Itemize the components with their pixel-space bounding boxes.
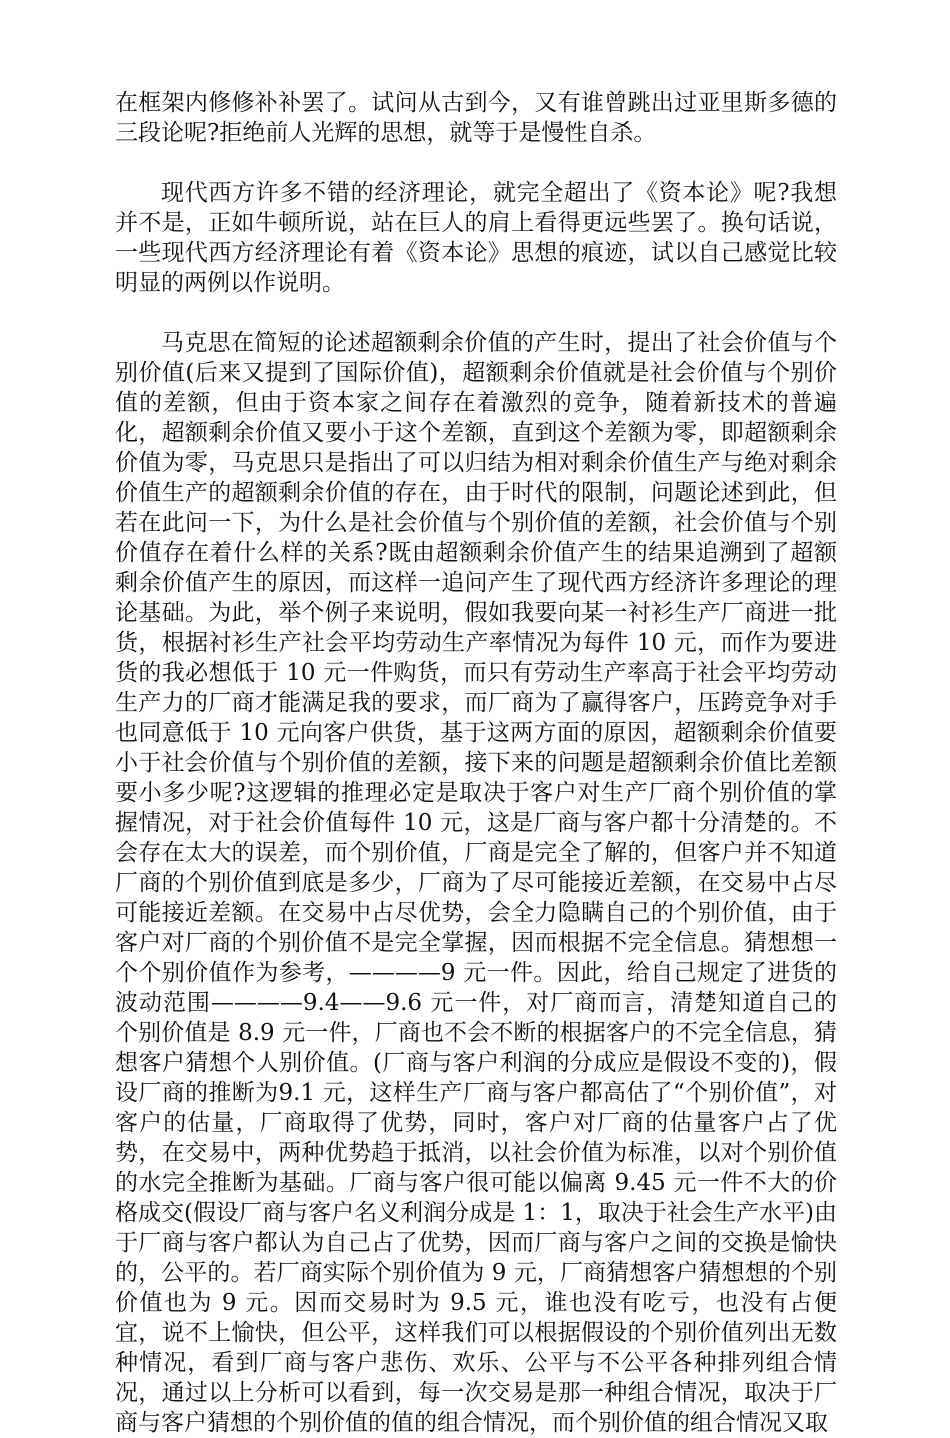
- paragraph-surplus-value-example: 马克思在简短的论述超额剩余价值的产生时，提出了社会价值与个别价值(后来又提到了国际价值)，超额剩余价值就是社会价值与个别价值的差额，但由于资本家之间存在着激烈的竞争，随着新技术的普遍化，超额剩余价值又要小于这个差额，直到这个差额为零，即超额剩余价值为零，马克思只是指出了可以归结为相对剩余价值生产与绝对剩余价值生产的超额剩余价值的存在，由于时代的限制，问题论述到此，但若在此问一下，为什么是社会价值与个别价值的差额，社会价值与个别价值存在着什么样的关系?既由超额剩余价值产生的结果追溯到了超额剩余价值产生的原因，而这样一追问产生了现代西方经济许多理论的理论基础。为此，举个例子来说明，假如我要向某一衬衫生产厂商进一批货，根据衬衫生产社会平均劳动生产率情况为每件 10 元，而作为要进货的我必想低于 10 元一件购货，而只有劳动生产率高于社会平均劳动生产力的厂商才能满足我的要求，而厂商为了赢得客户，压跨竞争对手也同意低于 10 元向客户供货，基于这两方面的原因，超额剩余价值要小于社会价值与个别价值的差额，接下来的问题是超额剩余价值比差额要小多少呢?这逻辑的推理必定是取决于客户对生产厂商个别价值的掌握情况，对于社会价值每件 10 元，这是厂商与客户都十分清楚的。不会存在太大的误差，而个别价值，厂商是完全了解的，但客户并不知道厂商的个别价值到底是多少，厂商为了尽可能接近差额，在交易中占尽可能接近差额。在交易中占尽优势，会全力隐瞒自己的个别价值，由于客户对厂商的个别价值不是完全掌握，因而根据不完全信息。猜想想一个个别价值作为参考，————9 元一件。因此，给自己规定了进货的波动范围————9.4——9.6 元一件，对厂商而言，清楚知道自己的个别价值是 8.9 元一件，厂商也不会不断的根据客户的不完全信息，猜想客户猜想个人别价值。(厂商与客户利润的分成应是假设不变的)，假设厂商的推断为9.1 元，这样生产厂商与客户都高估了“个别价值”，对客户的估量，厂商取得了优势，同时，客户对厂商的估量客户占了优势，在交易中，两种优势趋于抵消，以社会价值为标准，以对个别价值的水完全推断为基础。厂商与客户很可能以偏离 9.45 元一件不大的价格成交(假设厂商与客户名义利润分成是 1：1，取决于社会生产水平)由于厂商与客户都认为自己占了优势，因而厂商与客户之间的交换是愉快的，公平的。若厂商实际个别价值为 9 元，厂商猜想客户猜想想的个别价值也为 9 元。因而交易时为 9.5 元，谁也没有吃亏，也没有占便宜，说不上愉快，但公平，这样我们可以根据假设的个别价值列出无数种情况，看到厂商与客户悲伤、欢乐、公平与不公平各种排列组合情况，通过以上分析可以看到，每一次交易是那一种组合情况，取决于厂商与客户猜想的个别价值的值的组合情况，而个别价值的组合情况又取: [115, 330, 837, 1436]
- paragraph-continuation: 在框架内修修补补罢了。试问从古到今，又有谁曾跳出过亚里斯多德的三段论呢?拒绝前人光辉的思想，就等于是慢性自杀。: [115, 90, 837, 146]
- document-page: [115, 88, 837, 1438]
- paragraph-western-theories: 现代西方许多不错的经济理论，就完全超出了《资本论》呢?我想并不是，正如牛顿所说，站在巨人的肩上看得更远些罢了。换句话说，一些现代西方经济理论有着《资本论》思想的痕迹，试以自己感觉比较明显的两例以作说明。: [115, 180, 837, 296]
